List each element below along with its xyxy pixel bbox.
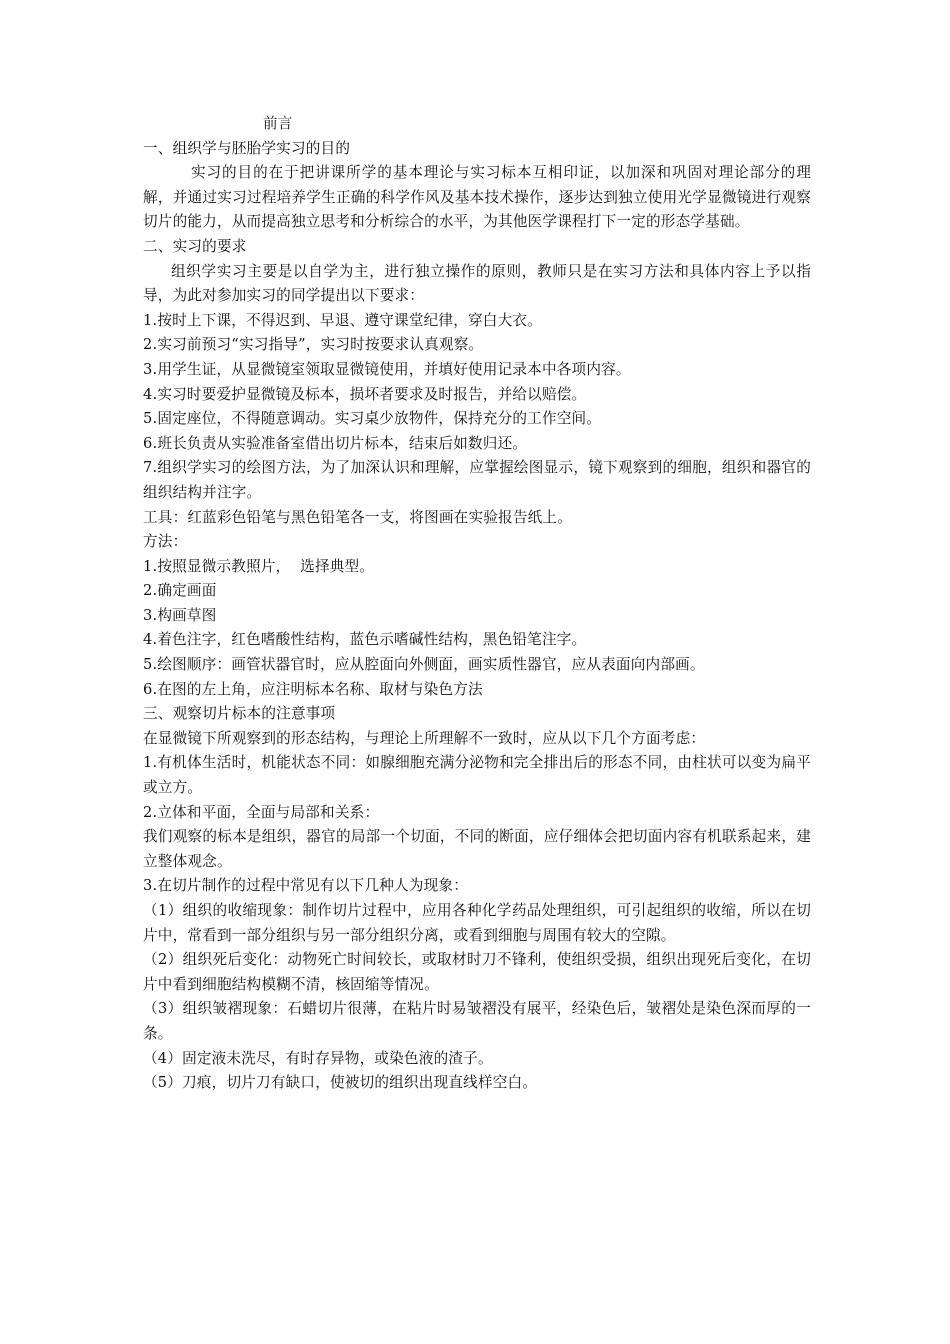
method-item: 5.绘图顺序：画管状器官时，应从腔面向外侧面，画实质性器官，应从表面向内部画。 (143, 656, 705, 674)
method-label: 方法： (143, 533, 188, 551)
method-item: 2.确定画面 (143, 582, 217, 600)
paragraph-notes-intro: 在显微镜下所观察到的形态结构，与理论上所理解不一致时，应从以下几个方面考虑： (143, 729, 706, 747)
method-item: 4.着色注字，红色嗜酸性结构，蓝色示嗜碱性结构，黑色铅笔注字。 (143, 631, 587, 649)
method-item: 6.在图的左上角，应注明标本名称、取材与染色方法 (143, 680, 483, 698)
requirement-item: 7.组织学实习的绘图方法，为了加深认识和理解，应掌握绘图显示，镜下观察到的细胞，组织和器官的组织结构并注字。 (143, 459, 811, 501)
document-body (143, 112, 811, 1096)
tools-line: 工具：红蓝彩色铅笔与黑色铅笔各一支，将图画在实验报告纸上。 (143, 508, 573, 526)
method-item: 1.按照显微示教照片， 选择典型。 (143, 557, 375, 575)
consideration-item: （1）组织的收缩现象：制作切片过程中，应用各种化学药品处理组织，可引起组织的收缩，所以在切片中，常看到一部分组织与另一部分组织分离，或看到细胞与周围有较大的空隙。 (143, 902, 811, 944)
consideration-item: 2.立体和平面，全面与局部和关系： (143, 803, 380, 821)
paragraph-purpose: 实习的目的在于把讲课所学的基本理论与实习标本互相印证，以加深和巩固对理论部分的理解，并通过实习过程培养学生正确的科学作风及基本技术操作，逐步达到独立使用光学显微镜进行观察切片的能力，从而提高独立思考和分析综合的水平，为其他医学课程打下一定的形态学基础。 (143, 164, 811, 231)
section-heading-notes: 三、观察切片标本的注意事项 (143, 705, 336, 723)
section-heading-requirements: 二、实习的要求 (143, 237, 247, 255)
consideration-item: （2）组织死后变化：动物死亡时间较长，或取材时刀不锋利，使组织受损，组织出现死后变化，在切片中看到细胞结构模糊不清，核固缩等情况。 (143, 951, 811, 993)
method-item: 3.构画草图 (143, 606, 217, 624)
consideration-item: 1.有机体生活时，机能状态不同：如腺细胞充满分泌物和完全排出后的形态不同，由柱状可以变为扁平或立方。 (143, 754, 811, 797)
requirement-item: 2.实习前预习“实习指导”，实习时按要求认真观察。 (143, 336, 484, 354)
requirement-item: 3.用学生证，从显微镜室领取显微镜使用，并填好使用记录本中各项内容。 (143, 360, 631, 378)
requirement-item: 4.实习时要爱护显微镜及标本，损坏者要求及时报告，并给以赔偿。 (143, 385, 587, 403)
consideration-item: （5）刀痕，切片刀有缺口，使被切的组织出现直线样空白。 (143, 1074, 538, 1092)
requirement-item: 5.固定座位，不得随意调动。实习桌少放物件，保持充分的工作空间。 (143, 410, 602, 428)
consideration-item: （3）组织皱褶现象：石蜡切片很薄，在粘片时易皱褶没有展平，经染色后，皱褶处是染色深而厚的一条。 (143, 1000, 811, 1042)
requirement-item: 6.班长负责从实验准备室借出切片标本，结束后如数归还。 (143, 434, 528, 452)
consideration-item: 我们观察的标本是组织，器官的局部一个切面，不同的断面，应仔细体会把切面内容有机联系起来，建立整体观念。 (143, 828, 811, 870)
paragraph-requirements-intro: 组织学实习主要是以自学为主，进行独立操作的原则，教师只是在实习方法和具体内容上予以指导，为此对参加实习的同学提出以下要求： (143, 262, 811, 305)
section-heading-purpose: 一、组织学与胚胎学实习的目的 (143, 139, 351, 157)
consideration-item: 3.在切片制作的过程中常见有以下几种人为现象： (143, 877, 468, 895)
consideration-item: （4）固定液未洗尽，有时存异物，或染色液的渣子。 (143, 1049, 493, 1067)
page-title: 前言 (263, 115, 293, 132)
requirement-item: 1.按时上下课，不得迟到、早退、遵守课堂纪律，穿白大衣。 (143, 311, 542, 329)
